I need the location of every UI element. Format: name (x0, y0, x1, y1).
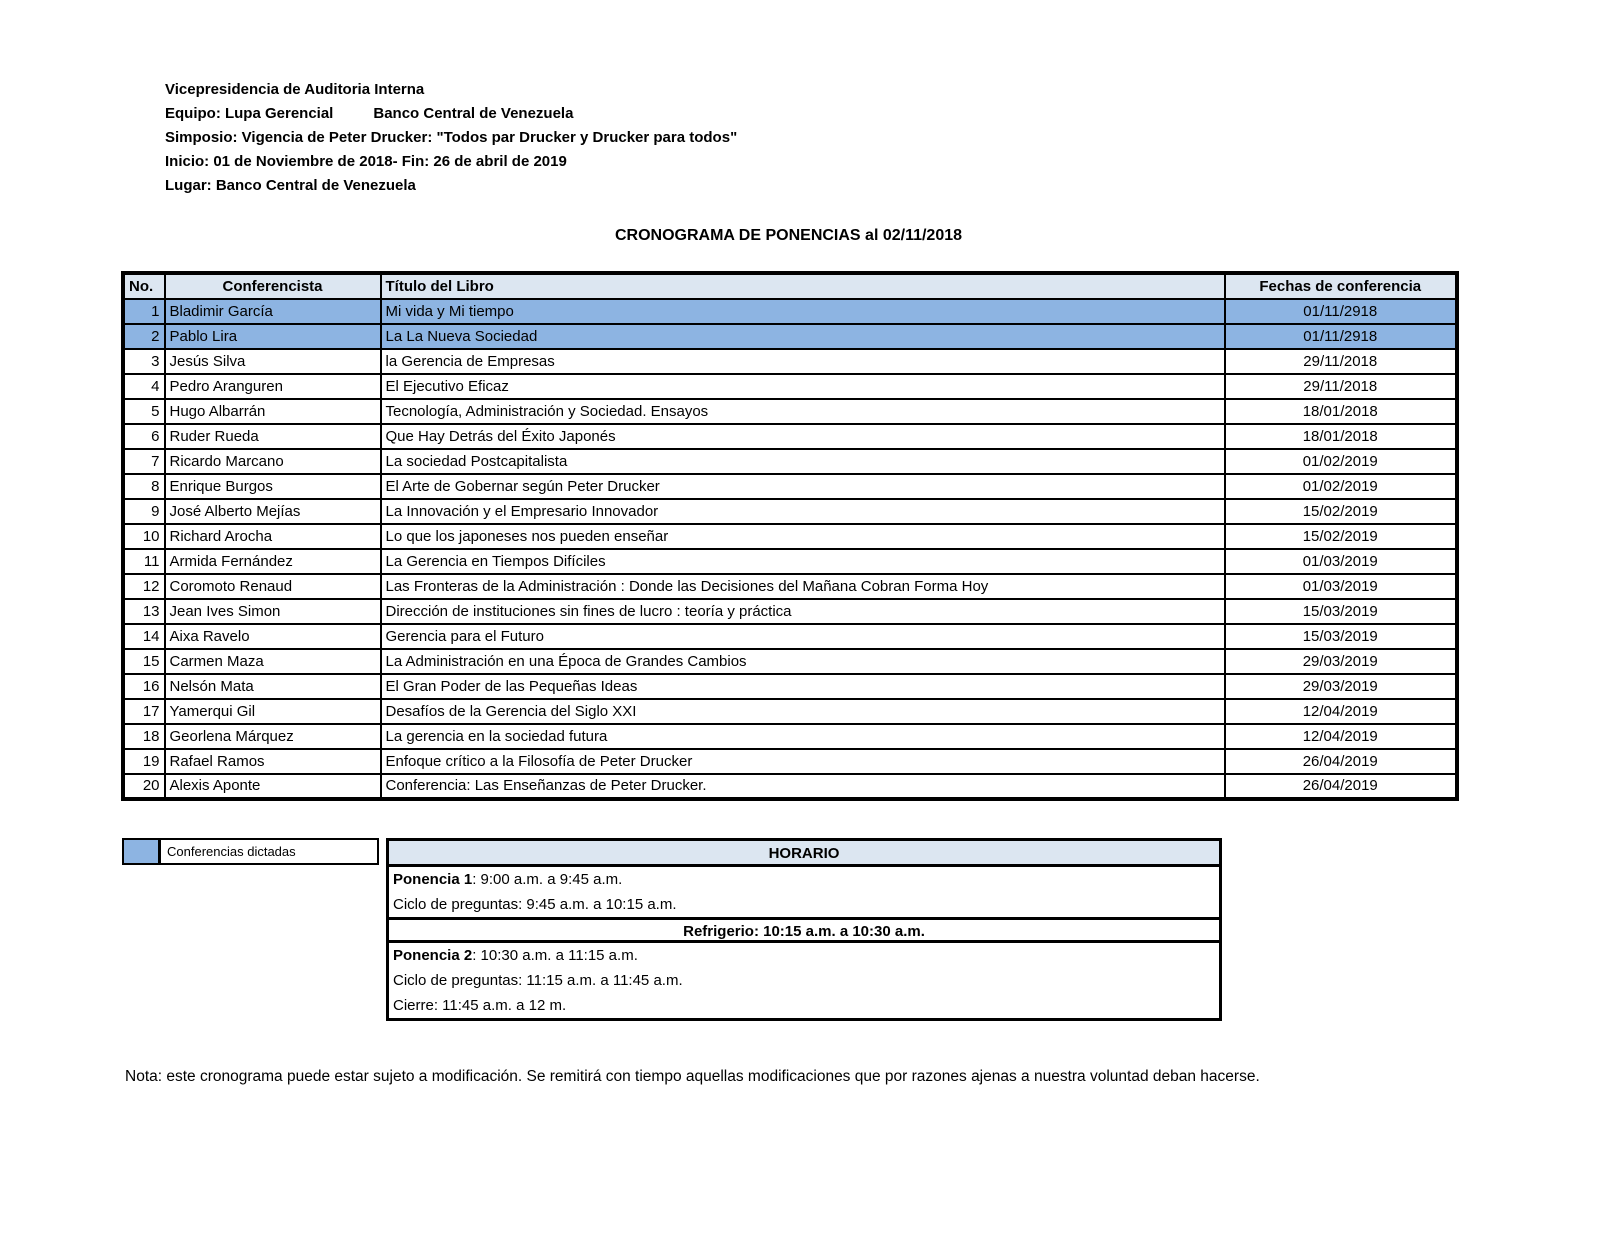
table-cell-fecha: 01/11/2918 (1225, 299, 1457, 324)
table-cell-no: 14 (124, 624, 165, 649)
legend-highlight-swatch (122, 838, 160, 865)
table-cell-titulo: Conferencia: Las Enseñanzas de Peter Drucker. (381, 774, 1225, 799)
footer-note: Nota: este cronograma puede estar sujeto a modificación. Se remitirá con tiempo aquellas modificaciones que por razones ajenas a nuestra voluntad deban hacerse. (125, 1068, 1260, 1085)
table-cell-titulo: la Gerencia de Empresas (381, 349, 1225, 374)
ponencia-2-label: Ponencia 2 (393, 947, 473, 964)
table-cell-titulo: La Administración en una Época de Grandes Cambios (381, 649, 1225, 674)
table-row (124, 574, 1457, 599)
table-cell-conferencista: Ruder Rueda (165, 424, 381, 449)
table-cell-no: 19 (124, 749, 165, 774)
table-row (124, 624, 1457, 649)
table-cell-conferencista: Armida Fernández (165, 549, 381, 574)
table-cell-fecha: 18/01/2018 (1225, 399, 1457, 424)
cierre-line: Cierre: 11:45 a.m. a 12 m. (393, 997, 567, 1014)
table-cell-no: 6 (124, 424, 165, 449)
table-row (124, 324, 1457, 349)
table-row (124, 499, 1457, 524)
ponencia-1-time: : 9:00 a.m. a 9:45 a.m. (472, 871, 623, 888)
table-cell-fecha: 01/02/2019 (1225, 449, 1457, 474)
table-cell-fecha: 12/04/2019 (1225, 699, 1457, 724)
table-header-row (124, 274, 1457, 299)
table-row (124, 599, 1457, 624)
table-cell-conferencista: Georlena Márquez (165, 724, 381, 749)
page-title: CRONOGRAMA DE PONENCIAS al 02/11/2018 (614, 227, 963, 244)
table-cell-conferencista: Yamerqui Gil (165, 699, 381, 724)
table-cell-titulo: Que Hay Detrás del Éxito Japonés (381, 424, 1225, 449)
table-row (124, 374, 1457, 399)
table-row (124, 674, 1457, 699)
table-cell-no: 4 (124, 374, 165, 399)
table-cell-fecha: 15/02/2019 (1225, 524, 1457, 549)
table-cell-no: 10 (124, 524, 165, 549)
schedule-table (122, 272, 1458, 800)
table-cell-titulo: Enfoque crítico a la Filosofía de Peter Drucker (381, 749, 1225, 774)
table-cell-no: 9 (124, 499, 165, 524)
table-cell-no: 5 (124, 399, 165, 424)
table-cell-no: 16 (124, 674, 165, 699)
column-header-conferencista: Conferencista (165, 274, 381, 299)
column-header-no: No. (124, 274, 165, 299)
table-cell-no: 18 (124, 724, 165, 749)
schedule-table-body (124, 299, 1457, 799)
table-cell-conferencista: Coromoto Renaud (165, 574, 381, 599)
schedule-table-head (124, 274, 1457, 299)
table-cell-conferencista: Alexis Aponte (165, 774, 381, 799)
ciclo-preguntas-2-line: Ciclo de preguntas: 11:15 a.m. a 11:45 a.m. (393, 972, 683, 989)
table-cell-titulo: El Ejecutivo Eficaz (381, 374, 1225, 399)
table-cell-no: 2 (124, 324, 165, 349)
banco-label: Banco Central de Venezuela (373, 105, 574, 122)
equipo-label: Equipo: Lupa Gerencial (165, 105, 334, 122)
table-cell-conferencista: Jean Ives Simon (165, 599, 381, 624)
table-row (124, 649, 1457, 674)
table-cell-fecha: 01/02/2019 (1225, 474, 1457, 499)
table-cell-titulo: Dirección de instituciones sin fines de lucro : teoría y práctica (381, 599, 1225, 624)
header-line-lugar: Lugar: Banco Central de Venezuela (165, 177, 416, 194)
document-header-block (165, 78, 737, 198)
table-row (124, 449, 1457, 474)
horario-title: HORARIO (389, 841, 1219, 867)
table-cell-titulo: Desafíos de la Gerencia del Siglo XXI (381, 699, 1225, 724)
table-cell-fecha: 29/03/2019 (1225, 674, 1457, 699)
table-cell-no: 3 (124, 349, 165, 374)
table-cell-fecha: 29/11/2018 (1225, 349, 1457, 374)
table-row (124, 399, 1457, 424)
table-cell-titulo: El Arte de Gobernar según Peter Drucker (381, 474, 1225, 499)
table-cell-titulo: Lo que los japoneses nos pueden enseñar (381, 524, 1225, 549)
table-cell-conferencista: Jesús Silva (165, 349, 381, 374)
table-cell-titulo: La sociedad Postcapitalista (381, 449, 1225, 474)
table-cell-conferencista: Rafael Ramos (165, 749, 381, 774)
header-line-vicepresidencia: Vicepresidencia de Auditoria Interna (165, 81, 425, 98)
table-cell-conferencista: Aixa Ravelo (165, 624, 381, 649)
table-row (124, 749, 1457, 774)
table-cell-titulo: La gerencia en la sociedad futura (381, 724, 1225, 749)
ponencia-1-label: Ponencia 1 (393, 871, 473, 888)
table-cell-conferencista: Hugo Albarrán (165, 399, 381, 424)
table-cell-conferencista: Pedro Aranguren (165, 374, 381, 399)
ponencia-2-line (389, 943, 1219, 968)
table-cell-no: 8 (124, 474, 165, 499)
table-cell-conferencista: Richard Arocha (165, 524, 381, 549)
column-header-titulo: Título del Libro (381, 274, 1225, 299)
table-cell-fecha: 01/03/2019 (1225, 574, 1457, 599)
table-cell-conferencista: Pablo Lira (165, 324, 381, 349)
header-line-simposio: Simposio: Vigencia de Peter Drucker: "Todos par Drucker y Drucker para todos" (165, 129, 738, 146)
table-cell-titulo: Gerencia para el Futuro (381, 624, 1225, 649)
ponencia-1-line (389, 867, 1219, 892)
ciclo-preguntas-1-line: Ciclo de preguntas: 9:45 a.m. a 10:15 a.m. (393, 896, 677, 913)
table-row (124, 549, 1457, 574)
table-row (124, 524, 1457, 549)
refrigerio-line: Refrigerio: 10:15 a.m. a 10:30 a.m. (389, 917, 1219, 943)
table-row (124, 424, 1457, 449)
table-cell-no: 11 (124, 549, 165, 574)
legend (122, 838, 379, 865)
table-cell-titulo: Las Fronteras de la Administración : Donde las Decisiones del Mañana Cobran Forma Hoy (381, 574, 1225, 599)
table-row (124, 299, 1457, 324)
header-line-equipo (165, 102, 737, 126)
header-line-inicio-fin: Inicio: 01 de Noviembre de 2018- Fin: 26 de abril de 2019 (165, 153, 567, 170)
table-cell-no: 15 (124, 649, 165, 674)
table-row (124, 349, 1457, 374)
table-cell-fecha: 29/11/2018 (1225, 374, 1457, 399)
table-row (124, 699, 1457, 724)
table-cell-titulo: El Gran Poder de las Pequeñas Ideas (381, 674, 1225, 699)
table-cell-titulo: Mi vida y Mi tiempo (381, 299, 1225, 324)
horario-box (386, 838, 1222, 1021)
table-cell-fecha: 29/03/2019 (1225, 649, 1457, 674)
table-cell-fecha: 26/04/2019 (1225, 774, 1457, 799)
table-cell-fecha: 15/03/2019 (1225, 599, 1457, 624)
table-cell-fecha: 12/04/2019 (1225, 724, 1457, 749)
ponencia-2-time: : 10:30 a.m. a 11:15 a.m. (472, 947, 638, 964)
table-cell-no: 12 (124, 574, 165, 599)
table-cell-conferencista: Ricardo Marcano (165, 449, 381, 474)
table-cell-fecha: 01/11/2918 (1225, 324, 1457, 349)
legend-label: Conferencias dictadas (159, 838, 379, 865)
table-cell-fecha: 18/01/2018 (1225, 424, 1457, 449)
table-cell-conferencista: Bladimir García (165, 299, 381, 324)
table-cell-conferencista: Nelsón Mata (165, 674, 381, 699)
table-cell-conferencista: Carmen Maza (165, 649, 381, 674)
column-header-fecha: Fechas de conferencia (1225, 274, 1457, 299)
table-cell-no: 17 (124, 699, 165, 724)
table-cell-titulo: La Innovación y el Empresario Innovador (381, 499, 1225, 524)
table-cell-titulo: Tecnología, Administración y Sociedad. Ensayos (381, 399, 1225, 424)
table-cell-fecha: 15/03/2019 (1225, 624, 1457, 649)
table-cell-conferencista: Enrique Burgos (165, 474, 381, 499)
table-row (124, 774, 1457, 799)
table-cell-no: 7 (124, 449, 165, 474)
table-cell-fecha: 01/03/2019 (1225, 549, 1457, 574)
table-row (124, 474, 1457, 499)
table-cell-titulo: La Gerencia en Tiempos Difíciles (381, 549, 1225, 574)
table-cell-conferencista: José Alberto Mejías (165, 499, 381, 524)
table-row (124, 724, 1457, 749)
table-cell-no: 20 (124, 774, 165, 799)
table-cell-fecha: 15/02/2019 (1225, 499, 1457, 524)
table-cell-no: 13 (124, 599, 165, 624)
table-cell-no: 1 (124, 299, 165, 324)
table-cell-titulo: La La Nueva Sociedad (381, 324, 1225, 349)
table-cell-fecha: 26/04/2019 (1225, 749, 1457, 774)
